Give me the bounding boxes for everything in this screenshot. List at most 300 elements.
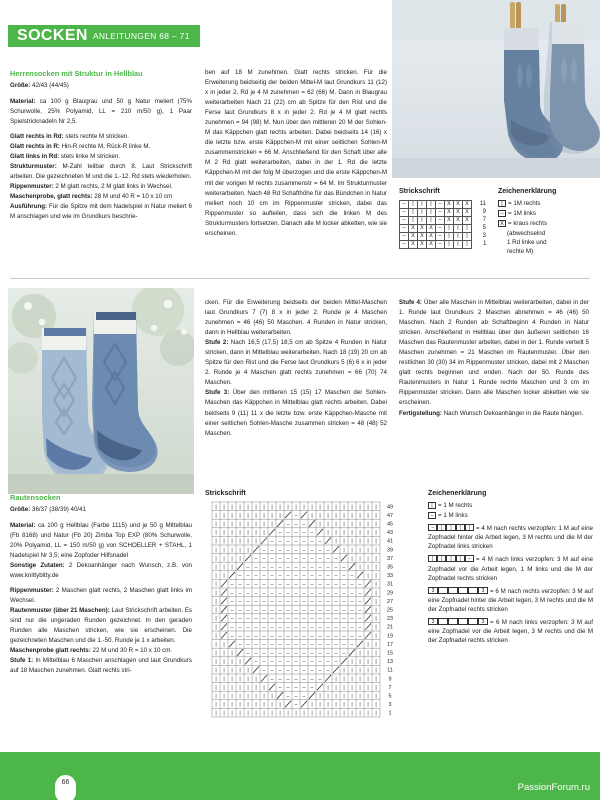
svg-text:–: –	[326, 616, 330, 623]
svg-text:–: –	[318, 590, 322, 597]
svg-text:|: |	[295, 504, 297, 511]
svg-text:|: |	[215, 616, 217, 623]
svg-text:|: |	[295, 710, 297, 717]
svg-text:–: –	[302, 667, 306, 674]
svg-text:–: –	[230, 624, 234, 631]
pattern2-material: Material: ca 100 g Hellblau (Farbe 1115) und je 50 g Mittelblau (Fb 8168) und Natur (Fb 20) Zimba Top EXP (80% Schurwolle, 20% Polyamid, LL = 150 m/50 g) von SCHOELLER + STAHL, 1 Nadelspiel Nr 3,5; eine Zopfoder Hilfsnadel	[10, 521, 192, 559]
svg-text:|: |	[231, 659, 233, 666]
chart1-row	[400, 209, 487, 217]
svg-text:|: |	[215, 676, 217, 683]
svg-text:|: |	[351, 659, 353, 666]
svg-text:|: |	[215, 573, 217, 580]
svg-text:|: |	[343, 684, 345, 691]
svg-text:15: 15	[387, 650, 393, 657]
svg-text:–: –	[342, 633, 346, 640]
svg-text:–: –	[302, 624, 306, 631]
svg-text:|: |	[319, 693, 321, 700]
svg-text:–: –	[238, 581, 242, 588]
svg-text:|: |	[359, 504, 361, 511]
chart1-cell: X	[463, 217, 472, 225]
svg-text:|: |	[359, 676, 361, 683]
svg-text:|: |	[359, 564, 361, 571]
svg-text:–: –	[270, 650, 274, 657]
svg-text:–: –	[318, 641, 322, 648]
pattern1-def3: Glatt links in Rd: stets linke M stricken.	[10, 152, 121, 160]
svg-text:|: |	[351, 530, 353, 537]
svg-text:–: –	[342, 581, 346, 588]
svg-text:–: –	[278, 598, 282, 605]
svg-text:–: –	[350, 598, 354, 605]
svg-text:–: –	[326, 590, 330, 597]
svg-text:–: –	[318, 573, 322, 580]
chart1-grid	[399, 200, 487, 249]
svg-text:|: |	[375, 547, 377, 554]
pattern1-def5: Rippenmuster: 2 M glatt rechts, 2 M glatt links in Wechsel.	[10, 182, 173, 190]
svg-text:|: |	[223, 504, 225, 511]
svg-text:–: –	[302, 521, 306, 528]
svg-text:|: |	[375, 684, 377, 691]
svg-text:|: |	[359, 702, 361, 709]
svg-text:5: 5	[388, 693, 392, 700]
svg-text:–: –	[254, 555, 258, 562]
svg-text:|: |	[335, 512, 337, 519]
svg-text:|: |	[367, 702, 369, 709]
svg-text:|: |	[287, 710, 289, 717]
svg-text:–: –	[310, 633, 314, 640]
svg-text:|: |	[223, 555, 225, 562]
chart1-cell: –	[400, 241, 409, 249]
svg-text:–: –	[286, 667, 290, 674]
svg-text:–: –	[254, 607, 258, 614]
svg-text:–: –	[350, 607, 354, 614]
svg-text:–: –	[302, 581, 306, 588]
svg-text:|: |	[319, 504, 321, 511]
svg-text:|: |	[215, 633, 217, 640]
svg-text:–: –	[270, 616, 274, 623]
svg-text:–: –	[238, 573, 242, 580]
page-title: SOCKEN	[17, 27, 88, 44]
svg-text:–: –	[350, 581, 354, 588]
chart1-cell: –	[400, 201, 409, 209]
pattern2-def4: Stufe 1: In Mittelblau 6 Maschen anschlagen und laut Grundkurs auf 18 Maschen zunehmen. Glatt rechts stri-	[10, 657, 192, 675]
svg-text:–: –	[342, 590, 346, 597]
svg-text:|: |	[351, 504, 353, 511]
svg-text:–: –	[318, 555, 322, 562]
svg-text:|: |	[367, 504, 369, 511]
svg-text:–: –	[302, 547, 306, 554]
svg-text:|: |	[255, 702, 257, 709]
svg-text:|: |	[343, 538, 345, 545]
svg-text:–: –	[270, 538, 274, 545]
svg-text:25: 25	[387, 607, 393, 614]
svg-text:|: |	[215, 598, 217, 605]
svg-text:|: |	[367, 710, 369, 717]
pattern2-size: Größe: 36/37 (38/39) 40/41	[10, 506, 87, 514]
chart1-label: Strickschrift	[399, 188, 440, 195]
chart1-row	[400, 241, 487, 249]
legend-text: = 1 M links	[438, 512, 468, 520]
pattern1-title: Herrensocken mit Struktur in Hellblau	[10, 69, 143, 78]
svg-text:–: –	[310, 676, 314, 683]
pattern1-def4: Strukturmuster: M-Zahl teilbar durch 8. Laut Strickschrift arbeiten. Die gezeichneten M und die 1.-12. Rd stets wiederholen.	[10, 162, 192, 180]
svg-text:–: –	[270, 564, 274, 571]
chart1-row-number: 3	[482, 233, 486, 240]
chart1-row-number: 1	[483, 241, 487, 248]
legend-symbol-icon: –	[498, 210, 506, 217]
svg-text:–: –	[246, 590, 250, 597]
svg-text:43: 43	[387, 530, 393, 537]
svg-text:|: |	[215, 590, 217, 597]
svg-text:|: |	[303, 710, 305, 717]
chart1-cell: X	[463, 209, 472, 217]
svg-text:–: –	[278, 641, 282, 648]
svg-text:–: –	[310, 581, 314, 588]
svg-text:–: –	[238, 607, 242, 614]
chart1-row	[400, 217, 487, 225]
chart1-cell: |	[445, 233, 454, 241]
legend-cable-entry	[428, 555, 593, 583]
chart1-cell: |	[418, 201, 427, 209]
svg-text:|: |	[231, 538, 233, 545]
legend-symbol-icon: X	[498, 220, 506, 227]
svg-text:1: 1	[388, 710, 392, 717]
chart1-cell: |	[427, 201, 436, 209]
svg-text:|: |	[327, 512, 329, 519]
svg-text:|: |	[335, 684, 337, 691]
svg-text:|: |	[367, 667, 369, 674]
svg-text:33: 33	[387, 573, 393, 580]
svg-text:–: –	[254, 641, 258, 648]
svg-text:–: –	[318, 667, 322, 674]
svg-text:–: –	[230, 590, 234, 597]
chart1-legend-title: Zeichenerklärung	[498, 188, 557, 195]
svg-text:35: 35	[387, 564, 393, 571]
svg-text:–: –	[326, 598, 330, 605]
svg-text:–: –	[246, 624, 250, 631]
svg-text:–: –	[334, 581, 338, 588]
svg-text:–: –	[278, 676, 282, 683]
svg-text:–: –	[270, 667, 274, 674]
svg-text:–: –	[286, 684, 290, 691]
svg-text:–: –	[358, 581, 362, 588]
svg-text:–: –	[294, 547, 298, 554]
svg-text:–: –	[326, 659, 330, 666]
svg-text:|: |	[375, 504, 377, 511]
chart1-cell: |	[454, 225, 463, 233]
legend-text: = 6 M nach links verzopfen: 3 M auf eine Zopfnadel vor die Arbeit legen, 3 M rechts und die M der Zopfnadel rechts stricken	[428, 618, 593, 644]
svg-text:|: |	[343, 512, 345, 519]
svg-text:–: –	[294, 590, 298, 597]
svg-text:–: –	[286, 521, 290, 528]
svg-text:|: |	[367, 573, 369, 580]
chart1-cell: |	[463, 233, 472, 241]
legend-text: = 1M rechts	[508, 200, 541, 208]
svg-text:–: –	[270, 555, 274, 562]
svg-text:–: –	[302, 650, 306, 657]
svg-text:–: –	[278, 659, 282, 666]
svg-text:|: |	[367, 512, 369, 519]
svg-text:–: –	[246, 564, 250, 571]
svg-text:–: –	[294, 555, 298, 562]
svg-text:|: |	[223, 547, 225, 554]
svg-text:–: –	[318, 624, 322, 631]
svg-text:–: –	[286, 530, 290, 537]
svg-text:|: |	[351, 512, 353, 519]
svg-text:–: –	[246, 573, 250, 580]
svg-text:|: |	[279, 512, 281, 519]
svg-text:|: |	[215, 650, 217, 657]
svg-text:|: |	[375, 512, 377, 519]
svg-text:–: –	[294, 538, 298, 545]
svg-text:29: 29	[387, 590, 393, 597]
svg-text:45: 45	[387, 521, 393, 528]
svg-text:|: |	[255, 530, 257, 537]
svg-text:–: –	[326, 581, 330, 588]
pattern2-def2: Rautenmuster (über 21 Maschen): Laut Strickschrift arbeiten. Es sind nur die ungeraden Runden gezeichnet. In den geraden Runden alle Maschen stricken, wie sie erscheinen. Die gezeichneten Maschen und die 1.-50. Runde je 1 x arbeiten.	[10, 606, 192, 645]
svg-text:|: |	[263, 710, 265, 717]
svg-text:–: –	[230, 616, 234, 623]
legend-text: = 4 M nach rechts verzopfen: 1 M auf eine Zopfnadel hinter die Arbeit legen, 3 M rechts und die M der Zopfnadel links stricken	[428, 525, 593, 551]
svg-text:|: |	[343, 504, 345, 511]
svg-text:–: –	[302, 555, 306, 562]
chart2-legend	[428, 488, 593, 646]
svg-text:–: –	[342, 607, 346, 614]
svg-text:|: |	[335, 504, 337, 511]
svg-text:|: |	[367, 521, 369, 528]
svg-text:–: –	[318, 659, 322, 666]
page-subtitle: ANLEITUNGEN 68 – 71	[92, 30, 190, 41]
svg-text:|: |	[215, 624, 217, 631]
svg-text:–: –	[278, 684, 282, 691]
svg-text:–: –	[342, 624, 346, 631]
svg-text:–: –	[286, 616, 290, 623]
svg-text:|: |	[271, 702, 273, 709]
svg-text:–: –	[294, 684, 298, 691]
svg-text:|: |	[319, 521, 321, 528]
svg-text:–: –	[318, 547, 322, 554]
pattern2-stufe3: Stufe 3: Über den mittleren 15 (15) 17 Maschen der Sohlen-Maschen das Käppchen in Mittelblau glatt rechts arbeiten. Dabei beidseits 9 (11) 11 x die letzte bzw. erste Käppchen-Masche mit einer seitlichen Sohlen-Masche zusammen stricken = 48 (48) 52 Maschen.	[205, 389, 387, 437]
svg-text:|: |	[367, 555, 369, 562]
chart1-cell: –	[400, 225, 409, 233]
svg-text:7: 7	[388, 684, 392, 691]
chart1-cell: |	[463, 241, 472, 249]
svg-text:|: |	[367, 693, 369, 700]
svg-text:|: |	[335, 702, 337, 709]
svg-text:|: |	[343, 547, 345, 554]
svg-text:|: |	[239, 659, 241, 666]
svg-text:|: |	[223, 564, 225, 571]
svg-text:–: –	[350, 641, 354, 648]
legend-text: = 1 M rechts	[438, 502, 473, 510]
svg-text:–: –	[262, 616, 266, 623]
svg-text:–: –	[278, 616, 282, 623]
svg-text:–: –	[294, 607, 298, 614]
svg-text:|: |	[223, 650, 225, 657]
pattern2-column-1	[10, 492, 192, 676]
svg-text:|: |	[247, 693, 249, 700]
svg-text:|: |	[375, 710, 377, 717]
chart1-cell: X	[409, 225, 418, 233]
svg-text:–: –	[278, 564, 282, 571]
svg-text:|: |	[223, 684, 225, 691]
svg-text:–: –	[334, 564, 338, 571]
svg-text:|: |	[279, 702, 281, 709]
svg-text:–: –	[278, 581, 282, 588]
svg-text:|: |	[239, 676, 241, 683]
pattern1-def2: Glatt rechts in R: Hin-R rechte M, Rück-R linke M.	[10, 142, 151, 150]
svg-text:|: |	[343, 676, 345, 683]
pattern1-def1: Glatt rechts in Rd: stets rechte M stricken.	[10, 132, 129, 140]
svg-text:–: –	[318, 607, 322, 614]
svg-text:|: |	[223, 521, 225, 528]
svg-text:–: –	[286, 607, 290, 614]
chart1-cell: –	[436, 217, 445, 225]
svg-text:–: –	[294, 616, 298, 623]
svg-text:|: |	[271, 710, 273, 717]
pattern1-def7: Ausführung: Für die Spitze mit dem Nadelspiel in Natur meliert 6 M anschlagen und wie im Grundkurs beschrie-	[10, 203, 192, 221]
pattern1-size: Größe: 42/43 (44/45)	[10, 82, 69, 90]
svg-text:–: –	[262, 581, 266, 588]
svg-text:|: |	[223, 573, 225, 580]
svg-text:–: –	[270, 547, 274, 554]
svg-text:–: –	[262, 555, 266, 562]
svg-text:–: –	[302, 693, 306, 700]
svg-text:|: |	[279, 504, 281, 511]
svg-text:|: |	[223, 530, 225, 537]
svg-text:|: |	[327, 693, 329, 700]
svg-text:|: |	[311, 710, 313, 717]
svg-text:|: |	[351, 538, 353, 545]
svg-text:–: –	[230, 607, 234, 614]
svg-text:–: –	[294, 702, 298, 709]
chart1-cell: X	[427, 225, 436, 233]
svg-text:|: |	[375, 590, 377, 597]
svg-text:–: –	[326, 641, 330, 648]
svg-text:|: |	[375, 581, 377, 588]
chart2-label: Strickschrift	[205, 490, 246, 497]
svg-text:|: |	[263, 702, 265, 709]
svg-text:–: –	[262, 573, 266, 580]
svg-text:|: |	[375, 607, 377, 614]
svg-text:27: 27	[387, 598, 393, 605]
svg-text:–: –	[246, 633, 250, 640]
cable-symbol-icon: | | | | –	[428, 555, 474, 564]
svg-text:–: –	[342, 641, 346, 648]
chart1-cell: X	[427, 233, 436, 241]
svg-text:|: |	[375, 624, 377, 631]
svg-text:|: |	[375, 573, 377, 580]
svg-text:–: –	[270, 573, 274, 580]
svg-text:–: –	[254, 616, 258, 623]
legend-symbol-icon: |	[498, 200, 506, 207]
svg-text:|: |	[239, 538, 241, 545]
svg-text:–: –	[310, 624, 314, 631]
pattern1-column-2	[205, 68, 387, 239]
chart1-cell: X	[409, 241, 418, 249]
svg-text:–: –	[342, 650, 346, 657]
svg-text:–: –	[326, 564, 330, 571]
svg-text:|: |	[255, 710, 257, 717]
svg-text:–: –	[238, 598, 242, 605]
svg-text:|: |	[367, 659, 369, 666]
svg-text:|: |	[351, 702, 353, 709]
svg-text:–: –	[278, 607, 282, 614]
svg-text:–: –	[254, 598, 258, 605]
svg-text:–: –	[334, 659, 338, 666]
svg-text:|: |	[231, 650, 233, 657]
svg-text:|: |	[215, 564, 217, 571]
chart1-cell: –	[436, 233, 445, 241]
photo-rautensocken	[8, 288, 194, 494]
svg-text:|: |	[215, 530, 217, 537]
svg-text:–: –	[302, 607, 306, 614]
svg-text:|: |	[215, 555, 217, 562]
svg-text:|: |	[359, 659, 361, 666]
svg-text:37: 37	[387, 555, 393, 562]
pattern2-def1: Rippenmuster: 2 Maschen glatt rechts, 2 Maschen glatt links im Wechsel.	[10, 586, 192, 604]
svg-text:–: –	[310, 641, 314, 648]
svg-text:|: |	[231, 702, 233, 709]
svg-text:–: –	[254, 624, 258, 631]
svg-text:|: |	[231, 521, 233, 528]
svg-text:|: |	[255, 504, 257, 511]
svg-text:–: –	[342, 598, 346, 605]
svg-text:|: |	[375, 667, 377, 674]
svg-text:39: 39	[387, 547, 393, 554]
svg-text:–: –	[294, 581, 298, 588]
svg-text:|: |	[319, 512, 321, 519]
svg-text:–: –	[358, 607, 362, 614]
chart1-cell: X	[445, 201, 454, 209]
svg-text:|: |	[319, 710, 321, 717]
svg-text:–: –	[310, 538, 314, 545]
svg-text:|: |	[311, 512, 313, 519]
svg-text:–: –	[318, 581, 322, 588]
svg-text:|: |	[215, 710, 217, 717]
svg-text:–: –	[262, 624, 266, 631]
svg-text:|: |	[247, 521, 249, 528]
svg-text:|: |	[231, 512, 233, 519]
svg-text:|: |	[287, 504, 289, 511]
svg-text:–: –	[254, 633, 258, 640]
svg-text:–: –	[318, 616, 322, 623]
svg-text:–: –	[342, 573, 346, 580]
svg-text:|: |	[319, 702, 321, 709]
svg-text:|: |	[231, 504, 233, 511]
chart1-cell: |	[454, 241, 463, 249]
chart1-cell: –	[400, 217, 409, 225]
svg-text:–: –	[246, 650, 250, 657]
svg-text:|: |	[231, 530, 233, 537]
chart1-cell: |	[454, 233, 463, 241]
svg-text:|: |	[335, 521, 337, 528]
legend-text: = kraus rechts	[508, 220, 548, 228]
svg-text:|: |	[247, 512, 249, 519]
svg-text:3: 3	[388, 702, 392, 709]
svg-text:|: |	[255, 512, 257, 519]
pattern1-col2-text: ben auf 18 M zunehmen. Glatt rechts stricken. Für die Erweiterung beidseitig der beiden Mittel-M laut Grundkurs 11 (12) x in jeder 2. Rd je 4 M zunehmen = 62 (66) M. Dann in Blaugrau weiterarbeiten Nach 21 (22) cm ab Spitze für den Rist und die Ferse laut Grundkurs 8 x in jeder 2. Rd je 4 M glatt rechts zunehmen = 94 (98) M. Nun über den mittleren 20 M der Sohlen-M das Käppchen glatt rechts arbeiten. Dabei beidseits 14 (16) x die letzte bzw. erste Käppchen-M mit einer seitlichen Sohlen-M zusammenstricken = 66 M. Anschließend für den Schaft über alle M 2 Rd glatt weiterarbeiten, dabei in der 1. Rd die letzte Käppchen-M mit der folg M überzogen und die erste Käppchen-M mit der vorigen M rechts zusammenstr = 64 M. Im Strukturmuster weiterarbeiten. Nach 48 Rd Schafthöhe für das Bündchen in Natur meliert noch 10 cm im Rippenmuster stricken, dabei das Rippenmuster so aufteilen, dass sich die linken M des Strukturmusters fortsetzen. Danach alle M locker abketten, wie sie erscheinen.	[205, 69, 387, 237]
svg-text:|: |	[263, 530, 265, 537]
svg-text:|: |	[367, 684, 369, 691]
svg-text:|: |	[247, 547, 249, 554]
chart1-cell: X	[454, 217, 463, 225]
svg-text:–: –	[310, 590, 314, 597]
svg-text:|: |	[351, 555, 353, 562]
svg-text:|: |	[239, 521, 241, 528]
svg-text:|: |	[359, 684, 361, 691]
svg-text:–: –	[302, 538, 306, 545]
svg-text:–: –	[294, 676, 298, 683]
